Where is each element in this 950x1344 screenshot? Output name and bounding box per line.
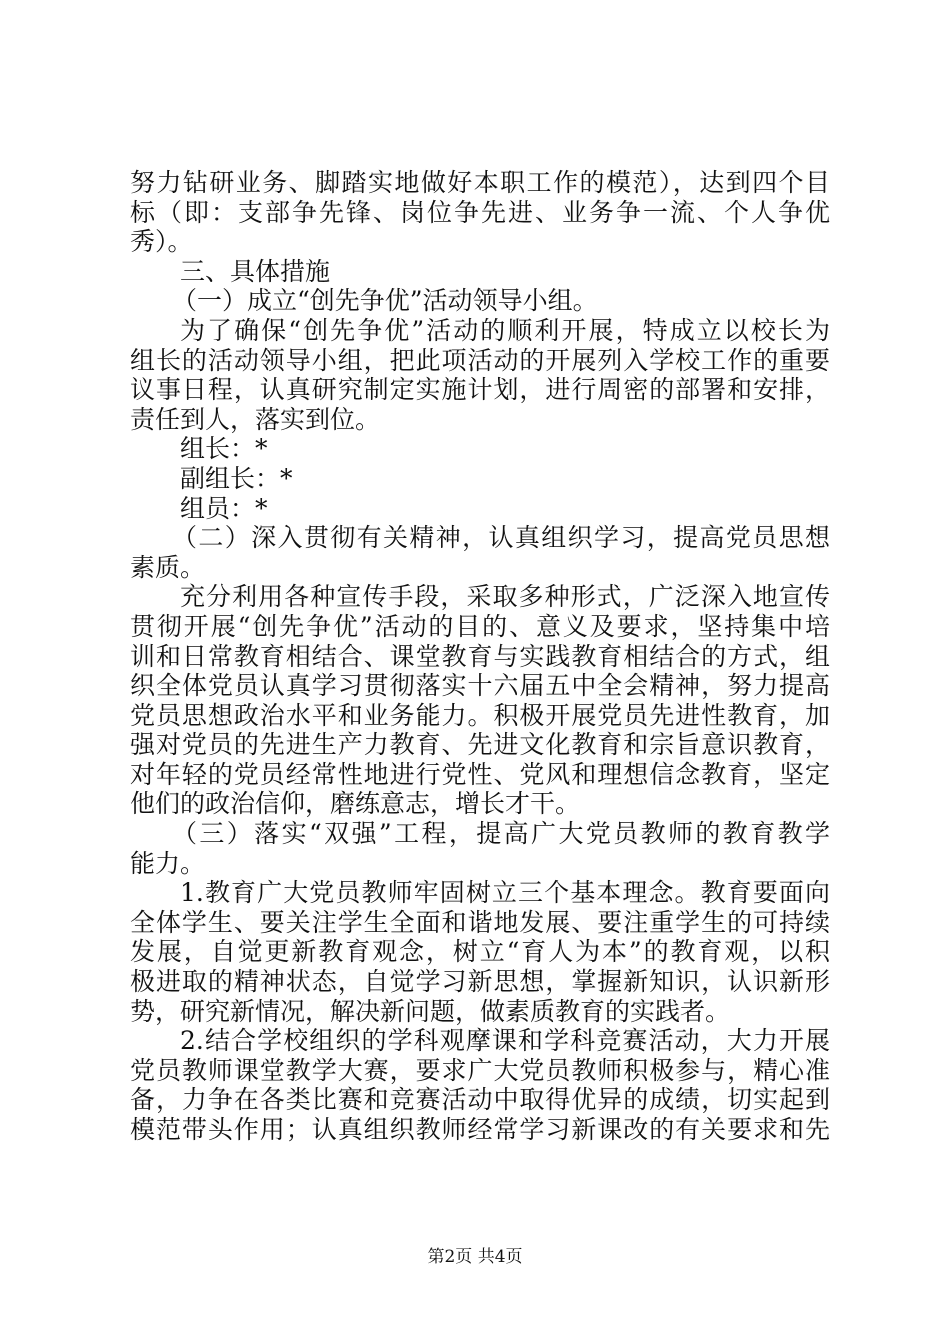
text-line: 强对党员的先进生产力教育、先进文化教育和宗旨意识教育， (130, 730, 830, 760)
numbered-item: 1.教育广大党员教师牢固树立三个基本理念。教育要面向 (180, 878, 830, 908)
text-line: 充分利用各种宣传手段，采取多种形式，广泛深入地宣传 (180, 582, 830, 612)
text-line: 他们的政治信仰，磨练意志，增长才干。 (130, 789, 581, 819)
text-line: 能力。 (130, 848, 206, 878)
text-line: 全体学生、要关注学生全面和谐地发展、要注重学生的可持续 (130, 907, 830, 937)
text-line: 议事日程，认真研究制定实施计划，进行周密的部署和安排， (130, 375, 830, 405)
subsection-heading: （三）落实“双强”工程，提高广大党员教师的教育教学 (172, 819, 830, 849)
text-line: 责任到人，落实到位。 (130, 404, 381, 434)
text-line: 对年轻的党员经常性地进行党性、党风和理想信念教育，坚定 (130, 759, 830, 789)
subsection-heading: （二）深入贯彻有关精神，认真组织学习，提高党员思想 (172, 523, 830, 553)
document-body (130, 168, 830, 1145)
text-line: 备，力争在各类比赛和竞赛活动中取得优异的成绩，切实起到 (130, 1085, 830, 1115)
page-footer: 第2页 共4页 (427, 1247, 523, 1267)
list-item: 组长：* (180, 434, 268, 464)
text-line: 党员思想政治水平和业务能力。积极开展党员先进性教育，加 (130, 700, 830, 730)
text-line: 党员教师课堂教学大赛，要求广大党员教师积极参与，精心准 (130, 1055, 830, 1085)
text-line: 组长的活动领导小组，把此项活动的开展列入学校工作的重要 (130, 345, 830, 375)
text-line: 为了确保“创先争优”活动的顺利开展，特成立以校长为 (180, 315, 830, 345)
section-heading: 三、具体措施 (180, 256, 331, 286)
numbered-item: 2.结合学校组织的学科观摩课和学科竞赛活动，大力开展 (180, 1026, 830, 1056)
text-line: 势，研究新情况，解决新问题，做素质教育的实践者。 (130, 996, 731, 1026)
text-line: 训和日常教育相结合、课堂教育与实践教育相结合的方式，组 (130, 641, 830, 671)
text-line: 素质。 (130, 552, 206, 582)
list-item: 组员：* (180, 493, 268, 523)
text-line: 贯彻开展“创先争优”活动的目的、意义及要求，坚持集中培 (130, 611, 830, 641)
text-line: 秀）。 (130, 227, 193, 257)
text-line: 极进取的精神状态，自觉学习新思想，掌握新知识，认识新形 (130, 967, 830, 997)
text-line: 发展，自觉更新教育观念，树立“育人为本”的教育观，以积 (130, 937, 830, 967)
subsection-heading: （一）成立“创先争优”活动领导小组。 (172, 286, 598, 316)
text-line: 标（即：支部争先锋、岗位争先进、业务争一流、个人争优 (130, 197, 830, 227)
text-line: 努力钻研业务、脚踏实地做好本职工作的模范），达到四个目 (130, 168, 830, 197)
text-line: 织全体党员认真学习贯彻落实十六届五中全会精神，努力提高 (130, 671, 830, 701)
list-item: 副组长：* (180, 463, 293, 493)
text-line: 模范带头作用；认真组织教师经常学习新课改的有关要求和先 (130, 1115, 830, 1144)
